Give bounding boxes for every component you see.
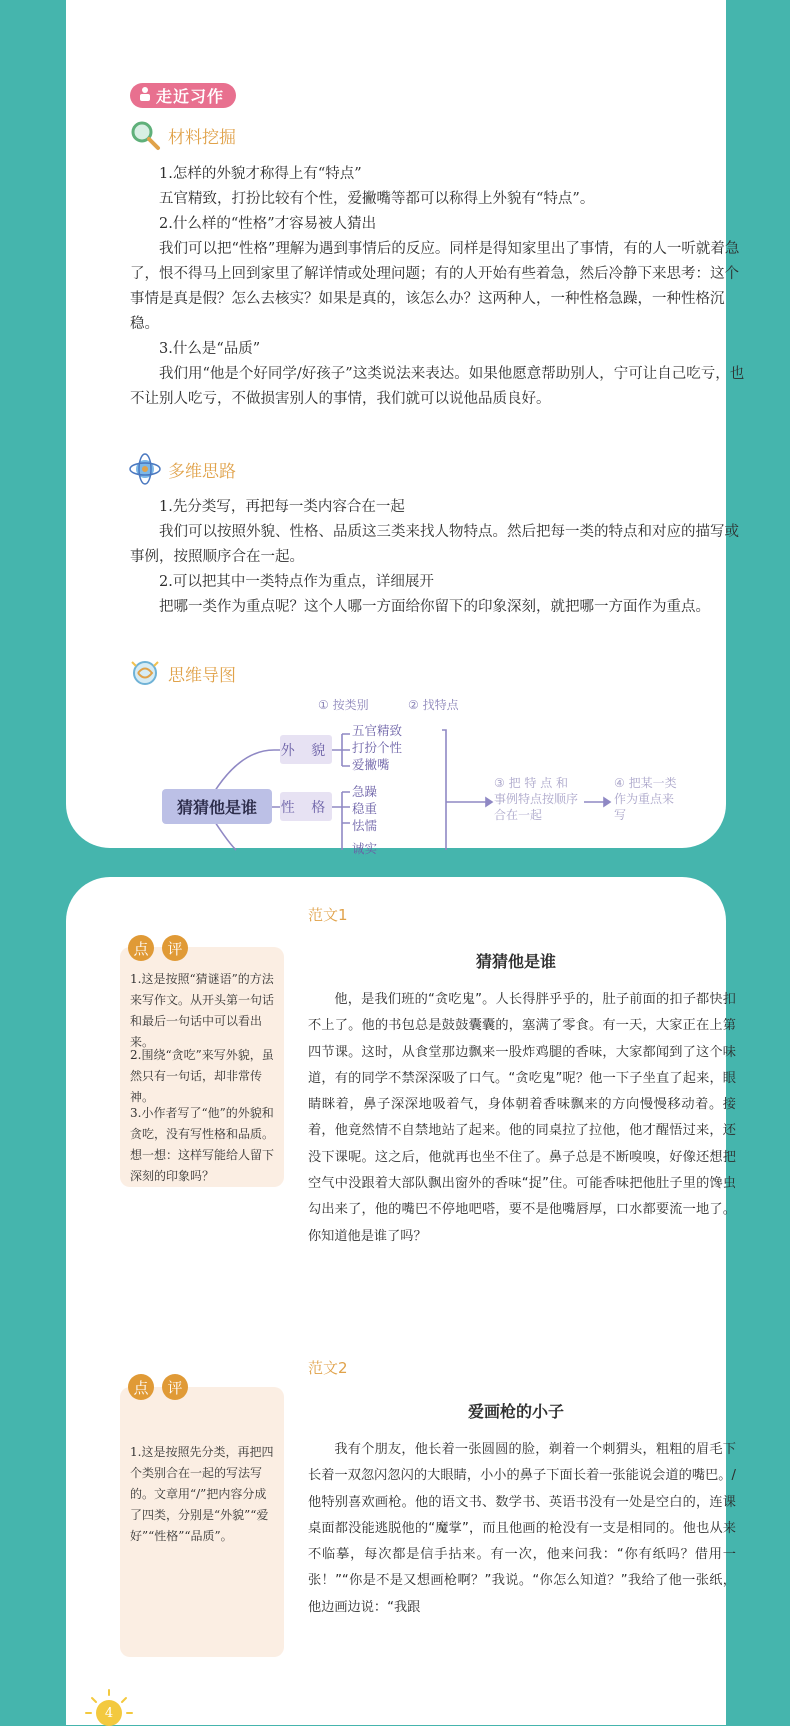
page1.material_text-paragraph: 3.什么是“品质” [159,341,261,357]
mindmap-center: 猜猜他是谁 [162,789,272,824]
comment-1-3: 3.小作者写了“他”的外貌和贪吃，没有写性格和品质。想一想：这样写能给人留下深刻的印象吗？ [130,1106,275,1183]
comment-2-1: 1.这是按照先分类，再把四个类别合在一起的写法写的。文章用“/”把内容分成了四类，分别是“外貌”“爱好”“性格”“品质”。 [130,1445,274,1543]
material-title: 材料挖掘 [168,127,236,148]
page1.material_text-paragraph: 2.什么样的“性格”才容易被人猜出 [159,216,377,232]
mindmap-item: 打扮个性 [352,740,403,755]
person-icon [138,86,152,106]
atom-icon [128,452,162,486]
page1.thinking_text-paragraph: 2.可以把其中一类特点作为重点，详细展开 [159,574,434,590]
mindmap-item: 五官精致 [352,723,403,738]
mindmap-appearance-box: 外 貌 [280,735,332,764]
thinking-section-header [128,452,236,486]
brain-icon [128,656,162,690]
material-section-header [128,118,236,152]
comment-badge-2 [128,1374,196,1400]
mindmap-item: 怯懦 [352,818,378,833]
thinking-text [130,495,746,620]
page1.thinking_text-paragraph: 1.先分类写，再把每一类内容合在一起 [159,499,405,515]
mindmap-item: 爱撇嘴 [352,757,390,772]
mindmap-character-box: 性 格 [280,792,332,821]
page1.material_text-paragraph: 我们用“他是个好同学/好孩子”这类说法来表达。如果他愿意帮助别人，宁可让自己吃亏，也不让别人吃亏，不做损害别人的事情，我们就可以说他品质良好。 [130,366,745,407]
mindmap-step4: ④ 把某一类作为重点来写 [614,776,677,822]
mindmap-character-items [352,783,377,834]
mindmap-appearance-items [352,722,402,773]
page1.thinking_text-paragraph: 把哪一类作为重点呢？这个人哪一方面给你留下的印象深刻，就把哪一方面作为重点。 [159,599,710,615]
badge-char-dian-2: 点 [128,1374,154,1400]
magnifier-icon [128,118,162,152]
mindmap-step1: ① 按类别 [318,698,369,712]
badge-char-dian: 点 [128,935,154,961]
pill-label: 走近习作 [156,87,225,106]
page1.material_text-paragraph: 我们可以把“性格”理解为遇到事情后的反应。同样是得知家里出了事情，有的人一听就着急了，恨不得马上回到家里了解详情或处理问题；有的人开始有些着急，然后冷静下来思考：这个事情是真是假？怎么去核实？如果是真的，该怎么办？这两种人，一种性格急躁，一种性格沉稳。 [130,241,740,332]
comment-1-1: 1.这是按照“猜谜语”的方法来写作文。从开头第一句话和最后一句话中可以看出来。 [130,972,275,1049]
comment-1-2: 2.围绕“贪吃”来写外貌，虽然只有一句话，却非常传神。 [130,1048,274,1104]
mindmap-item: 急躁 [352,784,378,799]
thinking-title: 多维思路 [168,461,236,482]
mindmap-step3: ③ 把 特 点 和事例特点按顺序合在一起 [494,776,579,822]
page-number: 4 [96,1700,122,1726]
mindmap-title: 思维导图 [168,665,236,686]
material-text [130,162,746,412]
badge-char-ping-2: 评 [162,1374,188,1400]
essay1-title: 猜猜他是谁 [475,952,556,971]
essay1-body: 他，是我们班的“贪吃鬼”。人长得胖乎乎的，肚子前面的扣子都快扣不上了。他的书包总是鼓鼓囊囊的，塞满了零食。有一天，大家正在上第四节课。这时，从食堂那边飘来一股炸鸡腿的香味，大家都闻到了这个味道，有的同学不禁深深吸了口气。“贪吃鬼”呢？他一下子坐直了起来，眼睛眯着，鼻子深深地吸着气，身体朝着香味飘来的方向慢慢移动着。接着，他竟然情不自禁地站了起来。他的同桌拉了拉他，他才醒悟过来，还没下课呢。这之后，他就再也坐不住了。鼻子总是不断嗅嗅，好像还想把空气中没跟着大部队飘出窗外的香味“捉”住。可能香味把他肚子里的馋虫勾出来了，他的嘴巴不停地吧嗒，要不是他嘴唇厚，口水都要流一地了。你知道他是谁了吗？ [308,992,736,1244]
essay1-label: 范文1 [308,906,348,924]
page1.material_text-paragraph: 1.怎样的外貌才称得上有“特点” [159,166,362,182]
mindmap-step2: ② 找特点 [408,698,459,712]
page1.material_text-paragraph: 五官精致，打扮比较有个性，爱撇嘴等都可以称得上外貌有“特点”。 [159,191,595,207]
essay2-title: 爱画枪的小子 [467,1402,564,1421]
badge-char-ping: 评 [162,935,188,961]
mindmap-item: 稳重 [352,801,378,816]
comment-badge-1 [128,935,196,961]
essay2-body: 我有个朋友，他长着一张圆圆的脸，剃着一个刺猬头，粗粗的眉毛下长着一双忽闪忽闪的大眼睛，小小的鼻子下面长着一张能说会道的嘴巴。/他特别喜欢画枪。他的语文书、数学书、英语书没有一处是空白的，连课桌面都没能逃脱他的“魔掌”，而且他画的枪没有一支是相同的。他也从来不临摹，每次都是信手拈来。有一次，他来问我：“你有纸吗？借用一张！”“你是不是又想画枪啊？”我说。“你怎么知道？”我给了他一张纸，他边画边说：“我跟 [308,1442,736,1615]
mindmap-section-header [128,656,236,690]
page-bottom-card [66,877,736,1725]
mindmap-partial-item: 诚实 [352,841,378,856]
page1.thinking_text-paragraph: 我们可以按照外貌、性格、品质这三类来找人物特点。然后把每一类的特点和对应的描写或事例，按照顺序合在一起。 [130,524,739,565]
sun-icon [84,1688,134,1725]
essay2-label: 范文2 [308,1359,348,1377]
page-top-card [66,0,745,856]
section-pill [130,83,236,108]
